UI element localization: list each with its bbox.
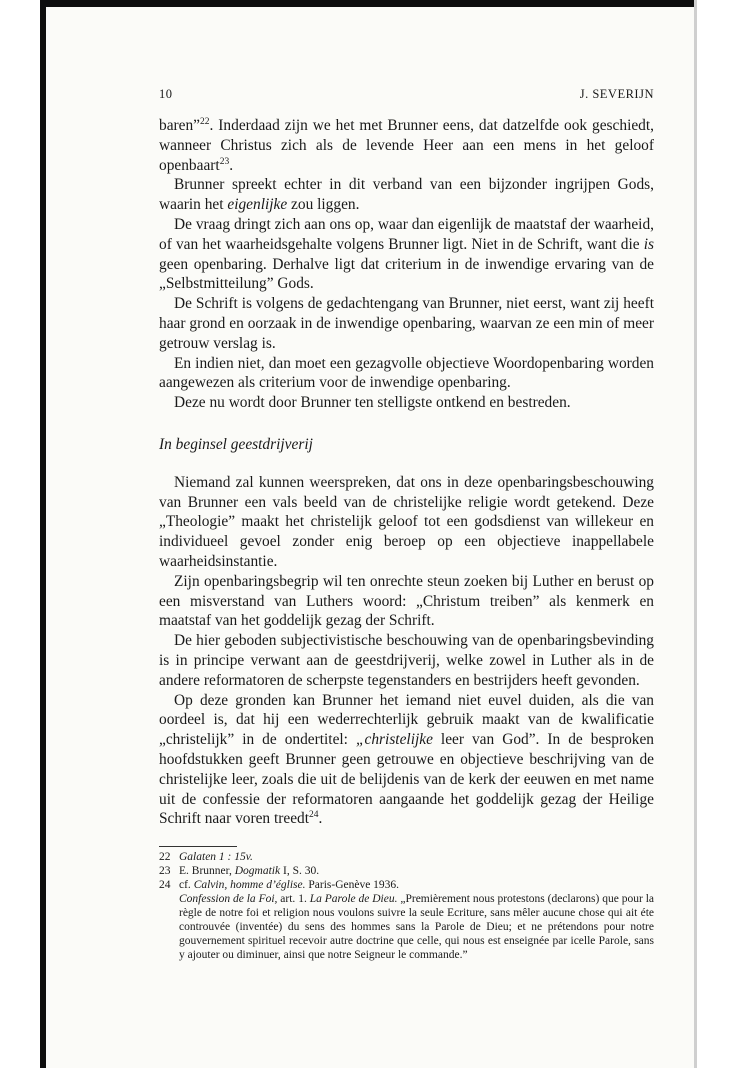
paragraph: De hier geboden subjectivistische beschouwing van de openbaringsbevinding is in principe verwant aan de geestdrijverij, welke zowel in Luther als in de andere reformatoren de scherpste tegenstanders en bestrijders heeft gevonden. bbox=[159, 632, 654, 689]
footnote-quote: Confession de la Foi, art. 1. La Parole de Dieu. „Premièrement nous protestons (declarons) que pour la règle de notre foi et religion nous voulons suivre la seule Ecriture, sans mêler aucune chose qui ait éte controuvée (inventée) du sens des hommes sans la Parole de Dieu; et ne prétendons pour notre gouvernement spirituel recevoir autre doctrine que celle, qui nous est enseignée par icelle Parole, sans y ajouter ou diminuer, ainsi que notre Seigneur le commande.” bbox=[179, 893, 654, 962]
page-number: 10 bbox=[159, 87, 173, 101]
footnote-number: 23 bbox=[159, 865, 171, 878]
footnotes bbox=[159, 850, 654, 962]
paragraph: Niemand zal kunnen weerspreken, dat ons in deze openbaringsbeschouwing van Brunner een vals beeld van de christelijke religie wordt getekend. Deze „Theologie” maakt het christelijk geloof tot een godsdienst van willekeur en individueel gevoel zonder enig beroep op een objectieve inappellabele waarheidsinstantie. bbox=[159, 473, 654, 570]
scan-top-edge bbox=[40, 0, 696, 7]
footnote-number: 24 bbox=[159, 879, 171, 892]
footnote-ref[interactable]: 22 bbox=[200, 116, 210, 127]
paragraph: Deze nu wordt door Brunner ten stelligste ontkend en bestreden. bbox=[174, 394, 571, 412]
running-head: J. SEVERIJN bbox=[579, 87, 654, 101]
footnote: 24 cf. Calvin, homme d’église. Paris-Genève 1936. bbox=[159, 879, 400, 892]
footnote: 23 E. Brunner, Dogmatik I, S. 30. bbox=[159, 865, 320, 878]
footnote-ref[interactable]: 23 bbox=[219, 156, 230, 167]
footnote-ref[interactable]: 24 bbox=[309, 810, 319, 821]
footnote-number: 22 bbox=[159, 851, 171, 864]
paragraph: En indien niet, dan moet een gezagvolle objectieve Woordopenbaring worden aangewezen als criterium voor de inwendige openbaring. bbox=[159, 354, 654, 392]
body-text bbox=[159, 116, 654, 962]
footnote-rule bbox=[159, 846, 237, 847]
paragraph: Brunner spreekt echter in dit verband van een bijzonder ingrijpen Gods, waarin het eigenlijke zou liggen. bbox=[159, 176, 654, 214]
paragraph: De Schrift is volgens de gedachtengang van Brunner, niet eerst, want zij heeft haar grond en oorzaak in de inwendige openbaring, waarvan ze een min of meer getrouw verslag is. bbox=[159, 295, 654, 352]
section-heading: In beginsel geestdrijverij bbox=[159, 435, 313, 453]
paragraph: baren”$^{22}$. Inderdaad zijn we het met Brunner eens, dat datzelfde ook geschiedt, wanneer Christus zich als de levende Heer aan een mens in het geloof openbaart$^{23}$. bbox=[159, 116, 654, 174]
paragraph: Zijn openbaringsbegrip wil ten onrechte steun zoeken bij Luther en berust op een misverstand van Luthers woord: „Christum treiben” als kenmerk en maatstaf van het goddelijk gezag der Schrift. bbox=[159, 572, 654, 630]
paragraph: De vraag dringt zich aan ons op, waar dan eigenlijk de maatstaf der waarheid, of van het waarheidsgehalte volgens Brunner ligt. Niet in de Schrift, want die is geen openbaring. Derhalve ligt dat criterium in de inwendige ervaring van de „Selbstmitteilung” Gods. bbox=[159, 215, 654, 293]
footnote: 22 Galaten 1 : 15v. bbox=[159, 851, 253, 864]
paragraph: Op deze gronden kan Brunner het iemand niet euvel duiden, als die van oordeel is, dat hij een wederrechterlijk gebruik maakt van de kwalificatie „christelijk” in de ondertitel: „christelijke leer van God”. In de besproken hoofdstukken geeft Brunner geen getrouwe en objectieve beschrijving van de christelijke leer, zoals die uit de belijdenis van de kerk der eeuwen en met name uit de confessie der reformatoren aangaande het goddelijk gezag der Heilige Schrift naar voren treedt$^{24}$. bbox=[159, 691, 654, 828]
scan-right-edge bbox=[694, 0, 697, 1068]
